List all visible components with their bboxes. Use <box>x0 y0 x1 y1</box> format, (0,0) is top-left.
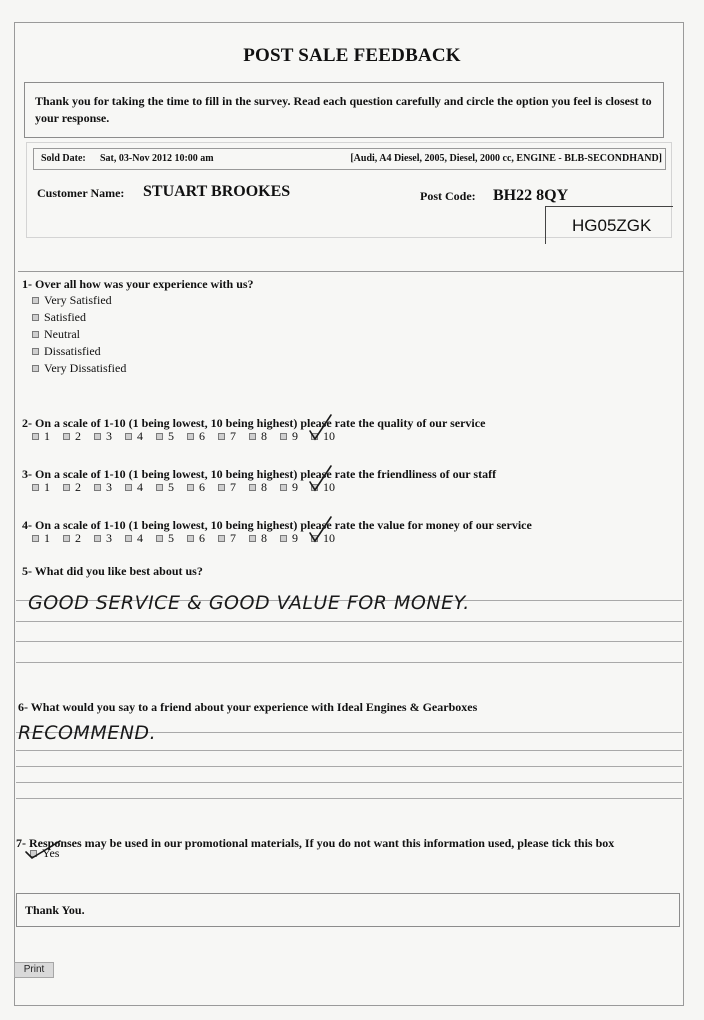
question-2: 2- On a scale of 1-10 (1 being lowest, 10 being highest) please rate the quality of our service <box>22 416 486 430</box>
vehicle-description: [Audi, A4 Diesel, 2005, Diesel, 2000 cc, ENGINE - BLB-SECONDHAND] <box>350 153 662 164</box>
scale-option[interactable]: 8 <box>249 531 280 546</box>
checkbox[interactable] <box>63 433 70 440</box>
customer-name-value: STUART BROOKES <box>143 183 291 200</box>
scale-option[interactable]: 8 <box>249 480 280 495</box>
checkbox[interactable] <box>63 535 70 542</box>
scale-option[interactable]: 6 <box>187 480 218 495</box>
scale-option[interactable]: 7 <box>218 429 249 444</box>
checkbox[interactable] <box>32 348 39 355</box>
q3-scale <box>32 480 342 495</box>
q6-handwritten-answer: RECOMMEND. <box>18 722 157 744</box>
checkbox[interactable] <box>32 297 39 304</box>
answer-line <box>16 750 682 751</box>
answer-line <box>16 766 682 767</box>
scale-option[interactable]: 4 <box>125 429 156 444</box>
checkbox[interactable] <box>156 535 163 542</box>
answer-line <box>16 621 682 622</box>
thank-you-text: Thank You. <box>25 903 85 917</box>
checkbox[interactable] <box>32 331 39 338</box>
form-title: POST SALE FEEDBACK <box>243 45 461 66</box>
q1-options <box>32 292 126 377</box>
checkbox[interactable] <box>187 535 194 542</box>
q1-option[interactable]: Very Dissatisfied <box>32 360 126 377</box>
checkbox[interactable] <box>249 535 256 542</box>
registration-value: HG05ZGK <box>572 216 652 235</box>
question-7: 7- Responses may be used in our promotional materials, If you do not want this information used, please tick this box <box>16 836 615 850</box>
q1-option[interactable]: Very Satisfied <box>32 292 126 309</box>
checkbox[interactable] <box>187 484 194 491</box>
section-divider <box>18 271 684 272</box>
scale-option[interactable]: 9 <box>280 531 311 546</box>
answer-line <box>16 662 682 663</box>
q1-option[interactable]: Neutral <box>32 326 126 343</box>
q5-handwritten-answer: GOOD SERVICE & GOOD VALUE FOR MONEY. <box>28 592 470 614</box>
checkbox[interactable] <box>32 314 39 321</box>
sold-date-label: Sold Date: <box>41 153 86 164</box>
checkbox[interactable] <box>218 433 225 440</box>
checkbox[interactable] <box>249 484 256 491</box>
question-3: 3- On a scale of 1-10 (1 being lowest, 10 being highest) please rate the friendliness of our staff <box>22 467 497 481</box>
scale-option[interactable]: 3 <box>94 531 125 546</box>
checkbox[interactable] <box>156 433 163 440</box>
scale-option[interactable]: 10 <box>311 531 342 546</box>
answer-line <box>16 641 682 642</box>
scale-option[interactable]: 6 <box>187 429 218 444</box>
scale-option[interactable]: 4 <box>125 480 156 495</box>
post-code-value: BH22 8QY <box>493 187 569 204</box>
scale-option[interactable]: 1 <box>32 429 63 444</box>
scale-option[interactable]: 8 <box>249 429 280 444</box>
scale-option[interactable]: 1 <box>32 531 63 546</box>
scale-option[interactable]: 9 <box>280 429 311 444</box>
answer-line <box>16 782 682 783</box>
q4-scale <box>32 531 342 546</box>
tick-mark <box>307 515 337 545</box>
scale-option[interactable]: 5 <box>156 531 187 546</box>
q7-yes-option[interactable]: Yes <box>30 845 59 862</box>
scale-option[interactable]: 10 <box>311 480 342 495</box>
checkbox[interactable] <box>63 484 70 491</box>
order-info-panel <box>26 142 672 238</box>
checkbox[interactable] <box>32 484 39 491</box>
sale-details-bar <box>33 148 666 170</box>
scale-option[interactable]: 3 <box>94 480 125 495</box>
tick-mark <box>307 413 337 443</box>
registration-box <box>545 206 673 244</box>
checkbox[interactable] <box>94 433 101 440</box>
checkbox[interactable] <box>218 535 225 542</box>
q1-option[interactable]: Satisfied <box>32 309 126 326</box>
checkbox[interactable] <box>94 484 101 491</box>
checkbox[interactable] <box>156 484 163 491</box>
thank-you-box <box>16 893 680 927</box>
scale-option[interactable]: 3 <box>94 429 125 444</box>
q7-tick-mark <box>24 838 64 860</box>
scale-option[interactable]: 7 <box>218 531 249 546</box>
scale-option[interactable]: 2 <box>63 429 94 444</box>
question-4: 4- On a scale of 1-10 (1 being lowest, 10 being highest) please rate the value for money of our service <box>22 518 532 532</box>
checkbox[interactable] <box>32 433 39 440</box>
tick-mark <box>307 464 337 494</box>
checkbox[interactable] <box>32 535 39 542</box>
post-code-label: Post Code: <box>420 189 476 203</box>
checkbox[interactable] <box>280 433 287 440</box>
checkbox[interactable] <box>94 535 101 542</box>
checkbox[interactable] <box>249 433 256 440</box>
scale-option[interactable]: 2 <box>63 480 94 495</box>
checkbox[interactable] <box>280 535 287 542</box>
question-6: 6- What would you say to a friend about your experience with Ideal Engines & Gearboxes <box>18 700 478 714</box>
scale-option[interactable]: 2 <box>63 531 94 546</box>
checkbox[interactable] <box>187 433 194 440</box>
scale-option[interactable]: 10 <box>311 429 342 444</box>
checkbox[interactable] <box>125 433 132 440</box>
checkbox[interactable] <box>125 535 132 542</box>
scale-option[interactable]: 5 <box>156 480 187 495</box>
checkbox[interactable] <box>218 484 225 491</box>
question-5: 5- What did you like best about us? <box>22 564 203 578</box>
sold-date-value: Sat, 03-Nov 2012 10:00 am <box>100 153 214 164</box>
scale-option[interactable]: 4 <box>125 531 156 546</box>
intro-text: Thank you for taking the time to fill in the survey. Read each question carefully and circle the option you feel is closest to your response. <box>35 94 652 125</box>
scale-option[interactable]: 9 <box>280 480 311 495</box>
question-1: 1- Over all how was your experience with us? <box>22 277 254 291</box>
scale-option[interactable]: 5 <box>156 429 187 444</box>
q1-option[interactable]: Dissatisfied <box>32 343 126 360</box>
checkbox[interactable] <box>280 484 287 491</box>
customer-name-label: Customer Name: <box>37 186 125 200</box>
print-button[interactable]: Print <box>14 962 54 978</box>
scale-option[interactable]: 6 <box>187 531 218 546</box>
intro-box <box>24 82 664 138</box>
q2-scale <box>32 429 342 444</box>
answer-line <box>16 798 682 799</box>
scale-option[interactable]: 7 <box>218 480 249 495</box>
checkbox[interactable] <box>32 365 39 372</box>
checkbox[interactable] <box>125 484 132 491</box>
scale-option[interactable]: 1 <box>32 480 63 495</box>
